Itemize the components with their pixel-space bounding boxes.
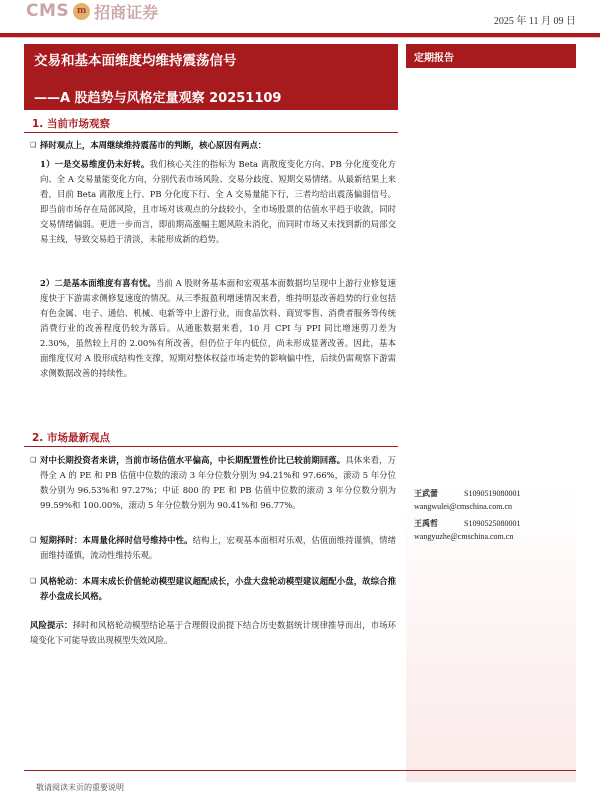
section-1-rule [24,132,398,133]
analyst-name: 王禹哲 [414,519,438,528]
lead-bold: 择时观点上，本周继续维持震荡市的判断，核心原因有两点： [40,140,267,150]
report-title: 交易和基本面维度均维持震荡信号 [34,53,237,69]
p1-text: 我们核心关注的指标为 Beta 离散度变化方向、PB 分化度变化方向、全 A 交易量能变化方向，分别代表市场风险、交易分歧度、短期交易情绪。从最新结果上来看，目前 Beta 离散度上行、PB 分化度下行、全 A 交易量能下行，三者均给出震荡偏弱信号。即当前市场存在局部风险，且市场对该观点的分歧较小，全市场股票的估值水平趋于收敛，同时交易情绪偏弱。更进一步而言，即前期高涨幅主题风险未消化，而同时市场又未找到新的局部交易主线，导致交易趋于清淡，未能形成新的趋势。 [40,159,396,244]
risk-text: 择时和风格轮动模型结论基于合理假设前提下结合历史数据统计规律推导而出，市场环境变化下可能导致出现模型失效风险。 [30,620,397,645]
brand-chinese-name: 招商证券 [94,2,159,22]
b1-bold: 对中长期投资者来讲，当前市场估值水平偏高，中长期配置性价比已较前期回落。 [40,455,346,465]
analyst-email[interactable]: wangyuzhe@cmschina.com.cn [414,532,514,541]
risk-label: 风险提示： [30,620,73,630]
footer-disclaimer: 敬请阅读末页的重要说明 [36,783,124,792]
footer-rule [24,770,576,771]
paragraph-trading-dimension [40,157,396,247]
header-rule-thin [0,37,600,38]
p1-bold: 1）一是交易维度仍未好转。 [40,159,150,169]
analyst-name: 王武蕾 [414,489,438,498]
analyst-card [414,488,520,511]
brand-logo [26,0,158,22]
analyst-id: S1090519080001 [464,489,521,498]
sidebar-column [406,68,576,782]
b3-bold: 风格轮动：本周末成长价值轮动模型建议超配成长，小盘大盘轮动模型建议超配小盘，故综合推荐小盘成长风格。 [40,576,396,601]
section-1-title: 1. 当前市场观察 [32,118,110,130]
bullet-square-icon: ❑ [30,456,37,464]
brand-latin: CMS [26,1,70,21]
report-date: 2025 年 11 月 09 日 [493,16,576,27]
bullet-long-term-valuation [40,453,396,513]
report-type-label: 定期报告 [414,53,454,64]
bullet-square-icon: ❑ [30,577,37,585]
title-banner [24,44,398,110]
sidebar-header [406,44,576,68]
section-2-title: 2. 市场最新观点 [32,432,110,444]
analyst-id: S1090525080001 [464,519,521,528]
risk-warning [30,618,396,648]
analyst-email[interactable]: wangwulei@cmschina.com.cn [414,502,513,511]
bullet-style-rotation [40,574,396,604]
report-subtitle: ——A 股趋势与风格定量观察 20251109 [34,91,282,106]
brand-mark-icon: m [73,3,90,20]
bullet-short-term-timing [40,533,396,563]
bullet-square-icon: ❑ [30,141,37,149]
p2-bold: 2）二是基本面维度有喜有忧。 [40,278,156,288]
p2-text: 当前 A 股财务基本面和宏观基本面数据均呈现中上游行业修复速度快于下游需求侧修复速度的情况。从三季报盈利增速情况来看，维持明显改善趋势的行业包括有色金属、电子、通信、机械、电新等中上游行业，而食品饮料、商贸零售、消费者服务等传统消费行业的改善程度仍较为落后。从通胀数据来看，10 月 CPI 与 PPI 同比增速剪刀差为 2.30%，虽然较上月的 2.00%有所改善，但仍位于年内低位，尚未形成显著改善。因此，基本面维度仅对 A 股形成结构性支撑，短期对整体权益市场走势的影响偏中性，后续仍需观察下游需求侧数据改善的持续性。 [40,278,396,378]
b1-text: 具体来看，万得全 A 的 PE 和 PB 估值中位数的滚动 3 年分位数分别为 94.21%和 97.66%，滚动 5 年分位数分别为 96.53%和 97.27%；中证 800 的 PE 和 PB 估值中位数的滚动 3 年分位数分别为 99.59%和 100.00%，滚动 5 年分位数分别为 90.41%和 96.77%。 [40,455,397,510]
bullet-square-icon: ❑ [30,536,37,544]
b2-text: 结构上，宏观基本面相对乐观，估值面维持谨慎，情绪面维持谨慎，流动性维持乐观。 [40,535,397,560]
section-2-rule [24,446,398,447]
b2-bold: 短期择时：本周量化择时信号维持中性。 [40,535,193,545]
section-1-lead [40,138,396,153]
analyst-card [414,518,520,541]
paragraph-fundamental-dimension [40,276,396,381]
